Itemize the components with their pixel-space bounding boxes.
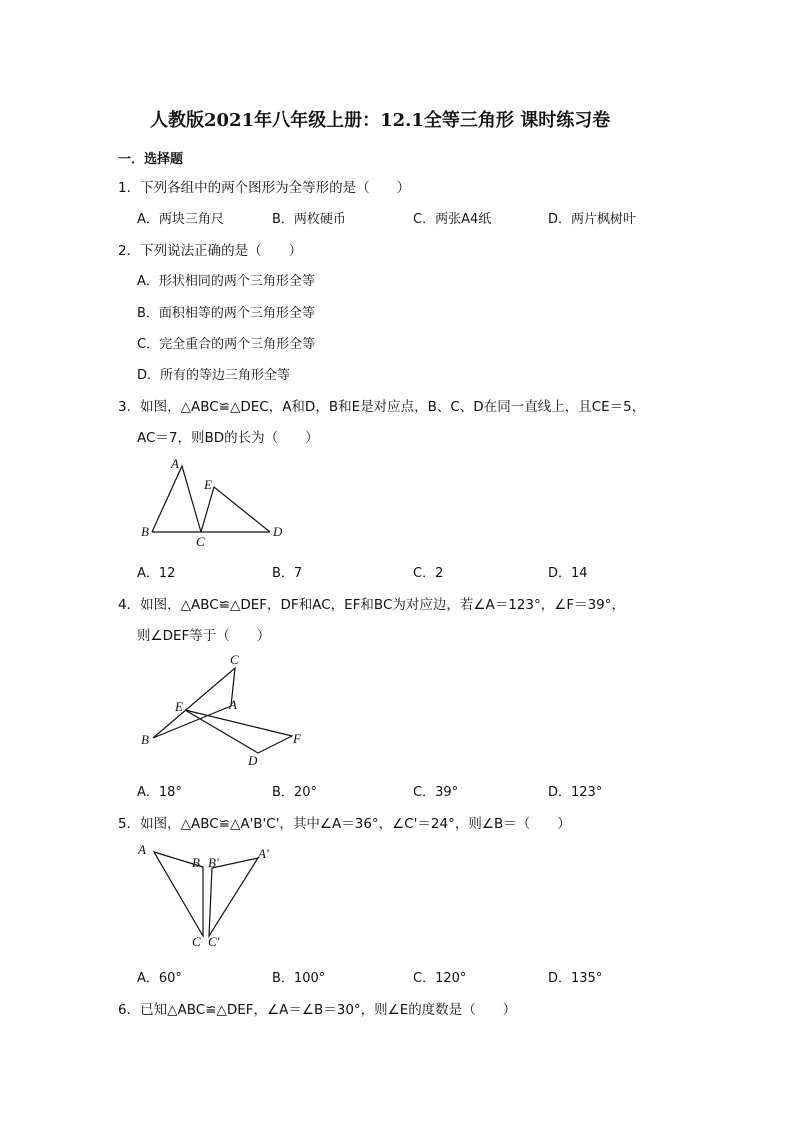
q4-option-d[interactable]: D．123° xyxy=(548,785,603,800)
q1-option-d[interactable]: D．两片枫树叶 xyxy=(548,212,637,227)
triangle-dec xyxy=(201,487,270,532)
question-5-figure xyxy=(130,838,280,953)
q3-option-b[interactable]: B．7 xyxy=(272,566,303,581)
question-3-stem-line-1: 3．如图，△ABC≌△DEC，A和D，B和E是对应点，B、C、D在同一直线上，且CE＝5， xyxy=(118,399,646,415)
q3-option-d[interactable]: D．14 xyxy=(548,566,588,581)
q1-option-b[interactable]: B．两枚硬币 xyxy=(272,212,346,227)
page-title: 人教版2021年八年级上册：12.1全等三角形 课时练习卷 xyxy=(150,110,611,131)
question-3-stem-line-2: AC＝7，则BD的长为（ ） xyxy=(137,430,319,446)
question-3-figure xyxy=(130,450,300,555)
q2-option-b[interactable]: B．面积相等的两个三角形全等 xyxy=(137,306,315,321)
triangle-abc xyxy=(153,668,235,738)
label-c-prime: C' xyxy=(208,934,220,949)
question-1-stem: 1．下列各组中的两个图形为全等形的是（ ） xyxy=(118,180,411,196)
q2-option-a[interactable]: A．形状相同的两个三角形全等 xyxy=(137,274,315,289)
label-c: C xyxy=(192,934,201,949)
q5-option-c[interactable]: C．120° xyxy=(413,971,467,986)
q5-option-a[interactable]: A．60° xyxy=(137,971,182,986)
q5-option-d[interactable]: D．135° xyxy=(548,971,603,986)
question-4-stem-line-1: 4．如图，△ABC≌△DEF，DF和AC，EF和BC为对应边，若∠A＝123°，∠F＝39°， xyxy=(118,597,626,613)
q4-option-c[interactable]: C．39° xyxy=(413,785,459,800)
q4-option-b[interactable]: B．20° xyxy=(272,785,317,800)
question-4-figure xyxy=(135,648,315,773)
section-heading: 一．选择题 xyxy=(118,152,184,167)
q4-option-a[interactable]: A．18° xyxy=(137,785,182,800)
label-a: A xyxy=(229,697,237,712)
q3-option-c[interactable]: C．2 xyxy=(413,566,444,581)
q3-option-a[interactable]: A．12 xyxy=(137,566,176,581)
triangle-abc xyxy=(152,466,201,532)
label-b: B xyxy=(141,524,149,539)
label-a: A xyxy=(171,456,179,471)
question-2-stem: 2．下列说法正确的是（ ） xyxy=(118,243,303,259)
label-c: C xyxy=(230,652,239,667)
label-c: C xyxy=(196,534,205,549)
label-d: D xyxy=(248,753,258,768)
label-e: E xyxy=(204,477,212,492)
label-b: B xyxy=(192,855,200,870)
label-f: F xyxy=(293,731,301,746)
question-6-stem: 6．已知△ABC≌△DEF，∠A＝∠B＝30°，则∠E的度数是（ ） xyxy=(118,1002,517,1018)
q1-option-a[interactable]: A．两块三角尺 xyxy=(137,212,224,227)
question-5-stem: 5．如图，△ABC≌△A'B'C'，其中∠A＝36°，∠C'＝24°，则∠B＝（ ） xyxy=(118,816,571,832)
label-b-prime: B' xyxy=(208,855,219,870)
triangle-def xyxy=(185,710,292,753)
label-b: B xyxy=(141,732,149,747)
label-a-prime: A' xyxy=(258,846,269,861)
label-a: A xyxy=(138,842,146,857)
q2-option-d[interactable]: D．所有的等边三角形全等 xyxy=(137,368,291,383)
label-d: D xyxy=(273,524,283,539)
question-4-stem-line-2: 则∠DEF等于（ ） xyxy=(137,628,271,644)
q1-option-c[interactable]: C．两张A4纸 xyxy=(413,212,492,227)
q2-option-c[interactable]: C．完全重合的两个三角形全等 xyxy=(137,337,316,352)
q5-option-b[interactable]: B．100° xyxy=(272,971,326,986)
label-e: E xyxy=(175,699,183,714)
